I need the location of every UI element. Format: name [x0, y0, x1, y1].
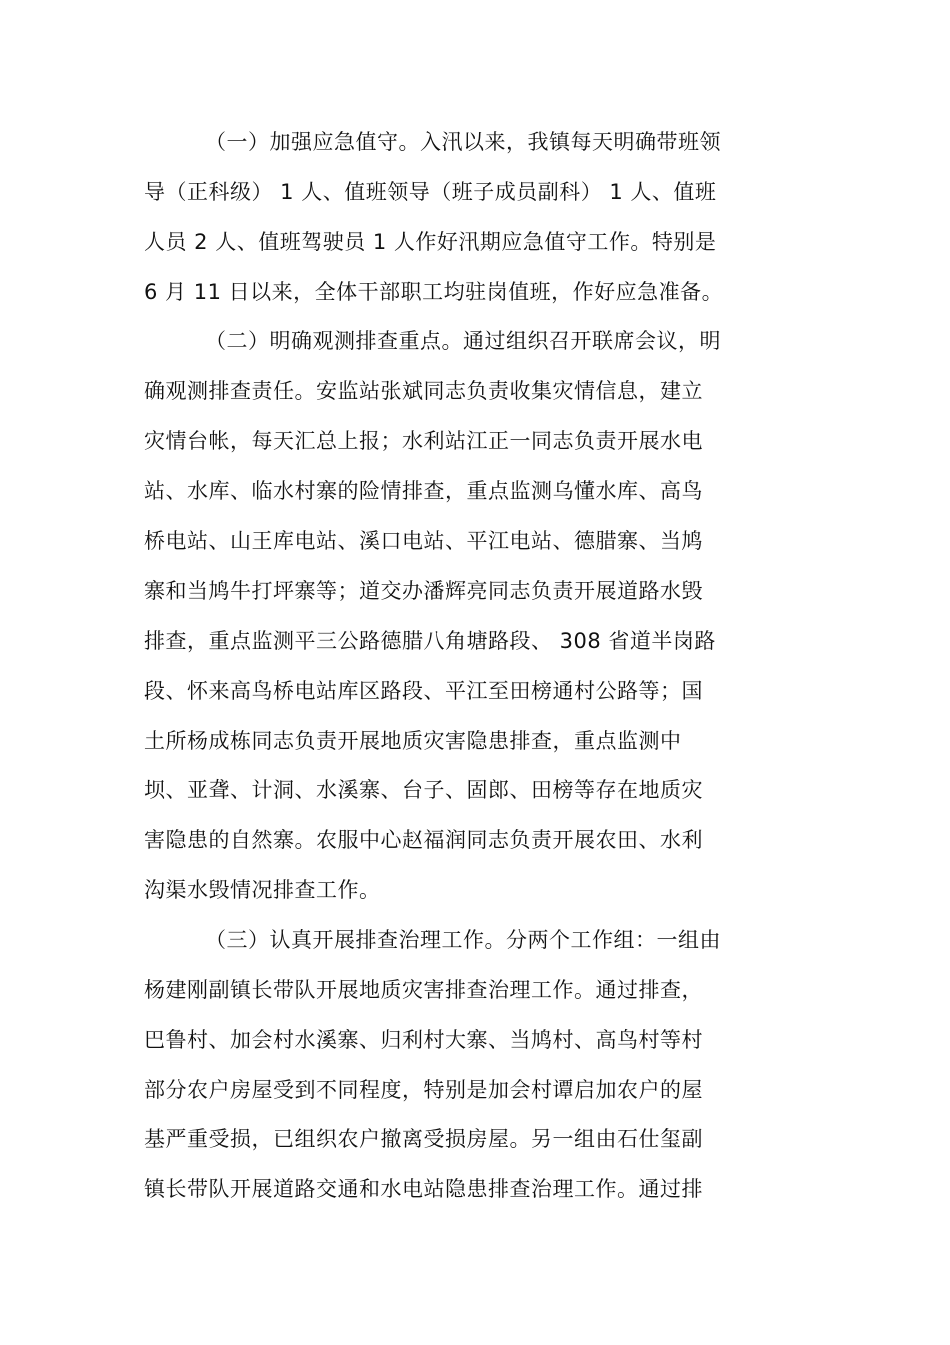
text-line: 土所杨成栋同志负责开展地质灾害隐患排查，重点监测中 — [144, 729, 682, 753]
text-line: （二）明确观测排查重点。通过组织召开联席会议，明 — [205, 329, 721, 353]
text-line: 巴鲁村、加会村水溪寨、归利村大寨、当鸠村、高鸟村等村 — [144, 1028, 703, 1052]
text-line: 站、水库、临水村寨的险情排查，重点监测乌懂水库、高鸟 — [144, 479, 703, 503]
text-line: 基严重受损，已组织农户撤离受损房屋。另一组由石仕玺副 — [144, 1127, 703, 1151]
text-line: 桥电站、山王库电站、溪口电站、平江电站、德腊寨、当鸠 — [144, 529, 703, 553]
text-line: 6 月 11 日以来，全体干部职工均驻岗值班，作好应急准备。 — [144, 280, 724, 304]
text-line: 灾情台帐，每天汇总上报；水利站江正一同志负责开展水电 — [144, 429, 703, 453]
text-line: 导（正科级） 1 人、值班领导（班子成员副科） 1 人、值班 — [144, 180, 717, 204]
text-line: 确观测排查责任。安监站张斌同志负责收集灾情信息，建立 — [144, 379, 703, 403]
text-line: （一）加强应急值守。入汛以来，我镇每天明确带班领 — [205, 130, 721, 154]
text-line: 沟渠水毁情况排查工作。 — [144, 878, 381, 902]
text-line: 段、怀来高鸟桥电站库区路段、平江至田榜通村公路等；国 — [144, 679, 703, 703]
text-line: 人员 2 人、值班驾驶员 1 人作好汛期应急值守工作。特别是 — [144, 230, 717, 254]
text-line: 寨和当鸠牛打坪寨等；道交办潘辉亮同志负责开展道路水毁 — [144, 579, 703, 603]
text-line: 害隐患的自然寨。农服中心赵福润同志负责开展农田、水利 — [144, 828, 703, 852]
text-line: 镇长带队开展道路交通和水电站隐患排查治理工作。通过排 — [144, 1177, 703, 1201]
text-line: 部分农户房屋受到不同程度，特别是加会村谭启加农户的屋 — [144, 1078, 703, 1102]
text-line: 排查，重点监测平三公路德腊八角塘路段、 308 省道半岗路 — [144, 629, 716, 653]
text-line: 坝、亚聋、计洞、水溪寨、台子、固郎、田榜等存在地质灾 — [144, 778, 703, 802]
text-line: （三）认真开展排查治理工作。分两个工作组：一组由 — [205, 928, 721, 952]
text-line: 杨建刚副镇长带队开展地质灾害排查治理工作。通过排查， — [144, 978, 703, 1002]
